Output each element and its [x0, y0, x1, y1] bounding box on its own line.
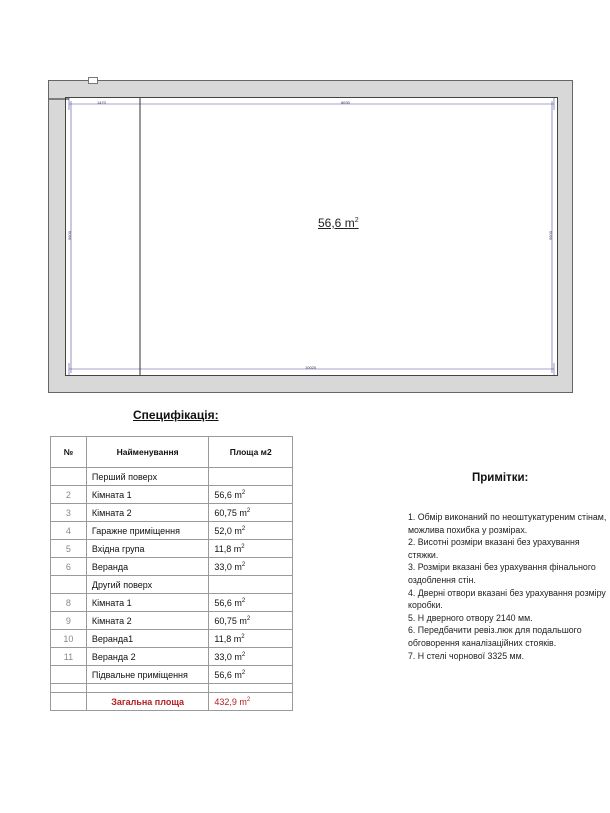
dim-bottom: 10020 — [305, 365, 317, 370]
row-area: 60,75 $m^2$ — [209, 504, 293, 522]
row-area — [209, 468, 293, 486]
row-name: Кімната 2 — [86, 504, 209, 522]
dim-top-left: 1470 — [97, 100, 106, 105]
spec-title: Специфікація: — [133, 408, 219, 422]
table-row — [51, 540, 293, 558]
plan-corner-marker — [88, 77, 98, 84]
note-line: 1. Обмір виконаний по неоштукатуреним стінам, — [408, 512, 607, 522]
table-row — [51, 648, 293, 666]
row-number — [51, 468, 87, 486]
table-row — [51, 576, 293, 594]
notes-list — [408, 511, 608, 662]
dim-top-right: 8630 — [341, 100, 350, 105]
floor-plan — [48, 80, 573, 393]
table-row — [51, 486, 293, 504]
spec-header-row — [51, 437, 293, 468]
notes-title: Примітки: — [472, 472, 529, 484]
row-area: 56,6 $m^2$ — [209, 666, 293, 684]
row-number: 11 — [51, 648, 87, 666]
total-area: 432,9 $m^2$ — [209, 693, 293, 711]
row-name: Вхідна група — [86, 540, 209, 558]
row-name: Веранда — [86, 558, 209, 576]
note-line: 4. Дверні отвори вказані без урахування розміру коробки. — [408, 587, 606, 611]
row-area — [209, 576, 293, 594]
table-row — [51, 612, 293, 630]
note-line: 6. Передбачити ревіз.люк для подальшого обговорення каналізаційних стояків. — [408, 625, 582, 648]
row-name: Перший поверх — [86, 468, 209, 486]
row-number: 6 — [51, 558, 87, 576]
header-area: Площа м2 — [209, 437, 293, 468]
plan-drawing — [49, 81, 574, 394]
row-number: 3 — [51, 504, 87, 522]
blank-row — [51, 684, 293, 693]
note-line: 7. Н стелі чорнової 3325 мм. — [408, 650, 525, 661]
row-area: 60,75 $m^2$ — [209, 612, 293, 630]
row-name: Веранда 2 — [86, 648, 209, 666]
row-area: 33,0 $m^2$ — [209, 648, 293, 666]
header-name: Найменування — [86, 437, 209, 468]
row-name: Веранда1 — [86, 630, 209, 648]
note-line: 3. Розміри вказані без урахування фінального оздоблення стін. — [408, 562, 596, 585]
total-row — [51, 693, 293, 711]
row-number: 2 — [51, 486, 87, 504]
row-number — [51, 576, 87, 594]
row-number: 4 — [51, 522, 87, 540]
table-row — [51, 504, 293, 522]
row-number — [51, 666, 87, 684]
row-number: 9 — [51, 612, 87, 630]
dim-right: 5600 — [547, 231, 553, 240]
row-area: 33,0 $m^2$ — [209, 558, 293, 576]
table-row — [51, 522, 293, 540]
row-area: 56,6 $m^2$ — [209, 594, 293, 612]
row-number: 5 — [51, 540, 87, 558]
note-line: 5. Н дверного отвору 2140 мм. — [408, 612, 533, 623]
spec-table — [50, 436, 293, 711]
row-area: 11,8 $m^2$ — [209, 540, 293, 558]
total-label: Загальна площа — [86, 693, 209, 711]
dim-left: 5600 — [66, 231, 72, 240]
table-row — [51, 630, 293, 648]
room-area-label: 56,6 $m^2$ — [318, 216, 359, 230]
table-row — [51, 594, 293, 612]
table-row — [51, 558, 293, 576]
row-number: 8 — [51, 594, 87, 612]
header-num: № — [51, 437, 87, 468]
note-line: 2. Висотні розміри вказані без урахування стяжки. — [408, 537, 580, 560]
row-area: 56,6 $m^2$ — [209, 486, 293, 504]
row-area: 11,8 $m^2$ — [209, 630, 293, 648]
row-name: Другий поверх — [86, 576, 209, 594]
table-row — [51, 468, 293, 486]
table-row — [51, 666, 293, 684]
row-number: 10 — [51, 630, 87, 648]
row-name: Підвальне приміщення — [86, 666, 209, 684]
row-area: 52,0 $m^2$ — [209, 522, 293, 540]
row-name: Кімната 2 — [86, 612, 209, 630]
note-line: можлива похибка у розмірах. — [408, 524, 528, 535]
row-name: Кімната 1 — [86, 594, 209, 612]
row-name: Гаражне приміщення — [86, 522, 209, 540]
row-name: Кімната 1 — [86, 486, 209, 504]
